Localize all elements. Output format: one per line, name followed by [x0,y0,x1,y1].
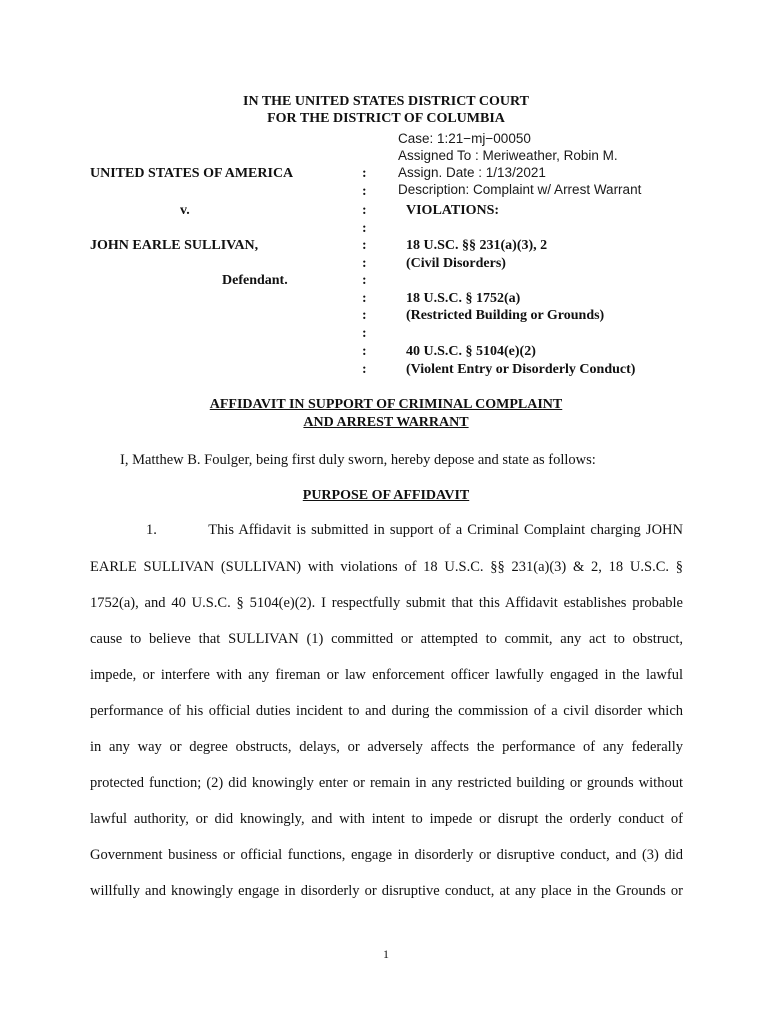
defendant-label: Defendant. [222,273,288,288]
affidavit-title-line1: AFFIDAVIT IN SUPPORT OF CRIMINAL COMPLAINT [209,397,563,412]
case-number: Case: 1:21−mj−00050 [398,131,531,146]
caption-colon: : [362,238,367,253]
affiant-intro: I, Matthew B. Foulger, being first duly sworn, hereby depose and state as follows: [120,452,596,468]
caption-colon: : [362,362,367,377]
caption-colon: : [362,166,367,181]
court-name-line2: FOR THE DISTRICT OF COLUMBIA [267,111,505,126]
violation-statute: 40 U.S.C. § 5104(e)(2) [406,344,536,359]
versus-label: v. [180,203,190,218]
plaintiff-name: UNITED STATES OF AMERICA [90,166,294,181]
paragraph-line: 1752(a), and 40 U.S.C. § 5104(e)(2). I respectfully submit that this Affidavit establishes probable [90,595,683,611]
paragraph-line: lawful authority, or did knowingly, and with intent to impede or disrupt the orderly conduct of [90,811,683,827]
caption-colon: : [362,203,367,218]
paragraph-line: protected function; (2) did knowingly enter or remain in any restricted building or grounds without [90,775,683,791]
court-name-line1: IN THE UNITED STATES DISTRICT COURT [243,94,529,109]
paragraph-line: in any way or degree obstructs, delays, or adversely affects the performance of any federally [90,739,683,755]
violation-statute: 18 U.S.C. § 1752(a) [406,291,521,306]
paragraph-line: Government business or official functions, engage in disorderly or disruptive conduct, and (3) did [90,847,683,863]
violation-title: (Civil Disorders) [406,256,506,271]
section-heading: PURPOSE OF AFFIDAVIT [302,488,470,503]
paragraph-line: performance of his official duties incident to and during the commission of a civil disorder which [90,703,683,719]
caption-colon: : [362,344,367,359]
assigned-judge: Assigned To : Meriweather, Robin M. [398,148,618,163]
violations-heading: VIOLATIONS: [406,203,500,218]
defendant-name: JOHN EARLE SULLIVAN, [90,238,259,253]
paragraph-line: 1. This Affidavit is submitted in support of a Criminal Complaint charging JOHN [146,522,683,538]
caption-colon: : [362,308,367,323]
caption-colon: : [362,326,367,341]
violation-title: (Restricted Building or Grounds) [406,308,605,323]
affidavit-title-line2: AND ARREST WARRANT [303,415,469,430]
violation-title: (Violent Entry or Disorderly Conduct) [406,362,636,377]
caption-colon: : [362,256,367,271]
caption-colon: : [362,221,367,236]
case-description: Description: Complaint w/ Arrest Warrant [398,182,642,197]
paragraph-line: impede, or interfere with any fireman or law enforcement officer lawfully engaged in the lawful [90,667,683,683]
assign-date: Assign. Date : 1/13/2021 [398,165,546,180]
paragraph-line: cause to believe that SULLIVAN (1) committed or attempted to commit, any act to obstruct, [90,631,683,647]
caption-colon: : [362,291,367,306]
violation-statute: 18 U.SC. §§ 231(a)(3), 2 [406,238,548,253]
caption-colon: : [362,184,367,199]
page-number: 1 [383,947,389,961]
caption-colon: : [362,273,367,288]
paragraph-line: willfully and knowingly engage in disorderly or disruptive conduct, at any place in the Grounds or [90,883,683,899]
paragraph-line: EARLE SULLIVAN (SULLIVAN) with violations of 18 U.S.C. §§ 231(a)(3) & 2, 18 U.S.C. § [90,559,683,575]
